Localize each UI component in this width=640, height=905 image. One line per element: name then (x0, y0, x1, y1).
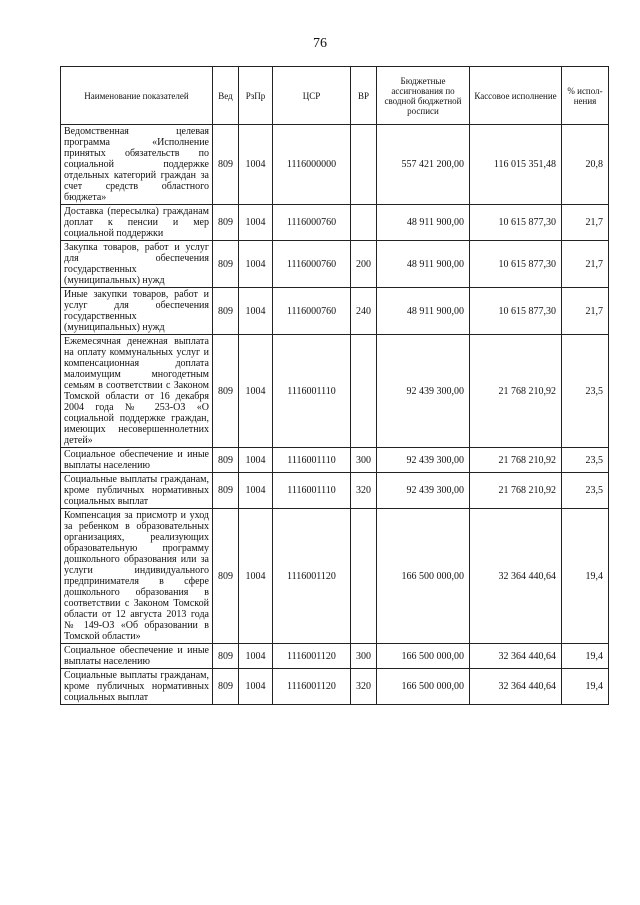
table-row (61, 448, 609, 473)
row-budget: 557 421 200,00 (377, 125, 470, 205)
row-percent: 21,7 (562, 241, 609, 288)
row-csr: 1116001110 (273, 448, 351, 473)
row-percent: 21,7 (562, 288, 609, 335)
row-cash: 21 768 210,92 (470, 473, 562, 509)
row-budget: 48 911 900,00 (377, 241, 470, 288)
row-rzpr: 1004 (239, 205, 273, 241)
row-rzpr: 1004 (239, 669, 273, 705)
row-rzpr: 1004 (239, 335, 273, 448)
row-name: Ведомственная целевая программа «Исполнение принятых обязательств по социальной поддержке отдельных категорий граждан за счет средств областного бюджета» (61, 125, 213, 205)
row-budget: 92 439 300,00 (377, 473, 470, 509)
table-row (61, 509, 609, 644)
row-name: Социальные выплаты гражданам, кроме публичных нормативных социальных выплат (61, 669, 213, 705)
row-percent: 19,4 (562, 644, 609, 669)
row-cash: 32 364 440,64 (470, 644, 562, 669)
row-vr: 320 (351, 473, 377, 509)
row-ved: 809 (213, 288, 239, 335)
row-rzpr: 1004 (239, 644, 273, 669)
row-vr (351, 205, 377, 241)
row-percent: 23,5 (562, 448, 609, 473)
row-percent: 20,8 (562, 125, 609, 205)
row-name: Социальное обеспечение и иные выплаты населению (61, 448, 213, 473)
header-cash: Кассовое исполнение (470, 67, 562, 125)
table-row (61, 669, 609, 705)
row-name: Доставка (пересылка) гражданам доплат к пенсии и мер социальной поддержки (61, 205, 213, 241)
row-percent: 23,5 (562, 335, 609, 448)
row-cash: 32 364 440,64 (470, 669, 562, 705)
header-ved: Вед (213, 67, 239, 125)
row-vr: 320 (351, 669, 377, 705)
table-row (61, 288, 609, 335)
row-csr: 1116000760 (273, 205, 351, 241)
row-csr: 1116001120 (273, 509, 351, 644)
budget-execution-table (60, 66, 609, 705)
header-rzpr: РзПр (239, 67, 273, 125)
row-ved: 809 (213, 509, 239, 644)
row-vr (351, 125, 377, 205)
row-budget: 48 911 900,00 (377, 288, 470, 335)
row-rzpr: 1004 (239, 125, 273, 205)
row-percent: 21,7 (562, 205, 609, 241)
row-rzpr: 1004 (239, 288, 273, 335)
row-ved: 809 (213, 644, 239, 669)
row-cash: 21 768 210,92 (470, 448, 562, 473)
row-vr (351, 509, 377, 644)
header-vr: ВР (351, 67, 377, 125)
table-row (61, 473, 609, 509)
table-row (61, 125, 609, 205)
row-vr: 300 (351, 448, 377, 473)
row-percent: 19,4 (562, 669, 609, 705)
row-budget: 92 439 300,00 (377, 335, 470, 448)
row-budget: 92 439 300,00 (377, 448, 470, 473)
row-rzpr: 1004 (239, 509, 273, 644)
row-csr: 1116001110 (273, 335, 351, 448)
row-cash: 10 615 877,30 (470, 288, 562, 335)
header-budget: Бюджетные ассигнования по сводной бюджетной росписи (377, 67, 470, 125)
row-csr: 1116001120 (273, 669, 351, 705)
table-row (61, 335, 609, 448)
row-ved: 809 (213, 241, 239, 288)
row-percent: 23,5 (562, 473, 609, 509)
row-name: Компенсация за присмотр и уход за ребенком в образовательных организациях, реализующих образовательную программу дошкольного образования или за услуги индивидуального предпринимателя в сфере дошкольного образования в соответствии с Законом Томской области от 12 августа 2013 года № 149-ОЗ «Об образовании в Томской области» (61, 509, 213, 644)
row-vr (351, 335, 377, 448)
table-row (61, 644, 609, 669)
row-csr: 1116000760 (273, 241, 351, 288)
row-csr: 1116000760 (273, 288, 351, 335)
row-budget: 48 911 900,00 (377, 205, 470, 241)
page-number: 76 (313, 36, 327, 51)
header-csr: ЦСР (273, 67, 351, 125)
row-vr: 240 (351, 288, 377, 335)
row-rzpr: 1004 (239, 241, 273, 288)
row-cash: 32 364 440,64 (470, 509, 562, 644)
row-cash: 116 015 351,48 (470, 125, 562, 205)
row-ved: 809 (213, 205, 239, 241)
row-vr: 300 (351, 644, 377, 669)
row-rzpr: 1004 (239, 473, 273, 509)
row-percent: 19,4 (562, 509, 609, 644)
row-name: Социальные выплаты гражданам, кроме публичных нормативных социальных выплат (61, 473, 213, 509)
row-csr: 1116001120 (273, 644, 351, 669)
row-csr: 1116000000 (273, 125, 351, 205)
row-name: Ежемесячная денежная выплата на оплату коммунальных услуг и компенсационная доплата малоимущим многодетным семьям в соответствии с Законом Томской области от 16 декабря 2004 года № 253-ОЗ «О социальной поддержке граждан, имеющих несовершеннолетних детей» (61, 335, 213, 448)
row-ved: 809 (213, 669, 239, 705)
row-ved: 809 (213, 125, 239, 205)
row-rzpr: 1004 (239, 448, 273, 473)
header-name: Наименование показателей (61, 67, 213, 125)
table-row (61, 205, 609, 241)
table-header-row (61, 67, 609, 125)
row-name: Иные закупки товаров, работ и услуг для обеспечения государственных (муниципальных) нужд (61, 288, 213, 335)
row-ved: 809 (213, 448, 239, 473)
row-budget: 166 500 000,00 (377, 644, 470, 669)
table-row (61, 241, 609, 288)
row-name: Закупка товаров, работ и услуг для обеспечения государственных (муниципальных) нужд (61, 241, 213, 288)
row-cash: 10 615 877,30 (470, 241, 562, 288)
header-percent: % испол-нения (562, 67, 609, 125)
row-name: Социальное обеспечение и иные выплаты населению (61, 644, 213, 669)
row-budget: 166 500 000,00 (377, 509, 470, 644)
row-cash: 10 615 877,30 (470, 205, 562, 241)
row-vr: 200 (351, 241, 377, 288)
row-ved: 809 (213, 335, 239, 448)
row-budget: 166 500 000,00 (377, 669, 470, 705)
row-csr: 1116001110 (273, 473, 351, 509)
row-cash: 21 768 210,92 (470, 335, 562, 448)
row-ved: 809 (213, 473, 239, 509)
